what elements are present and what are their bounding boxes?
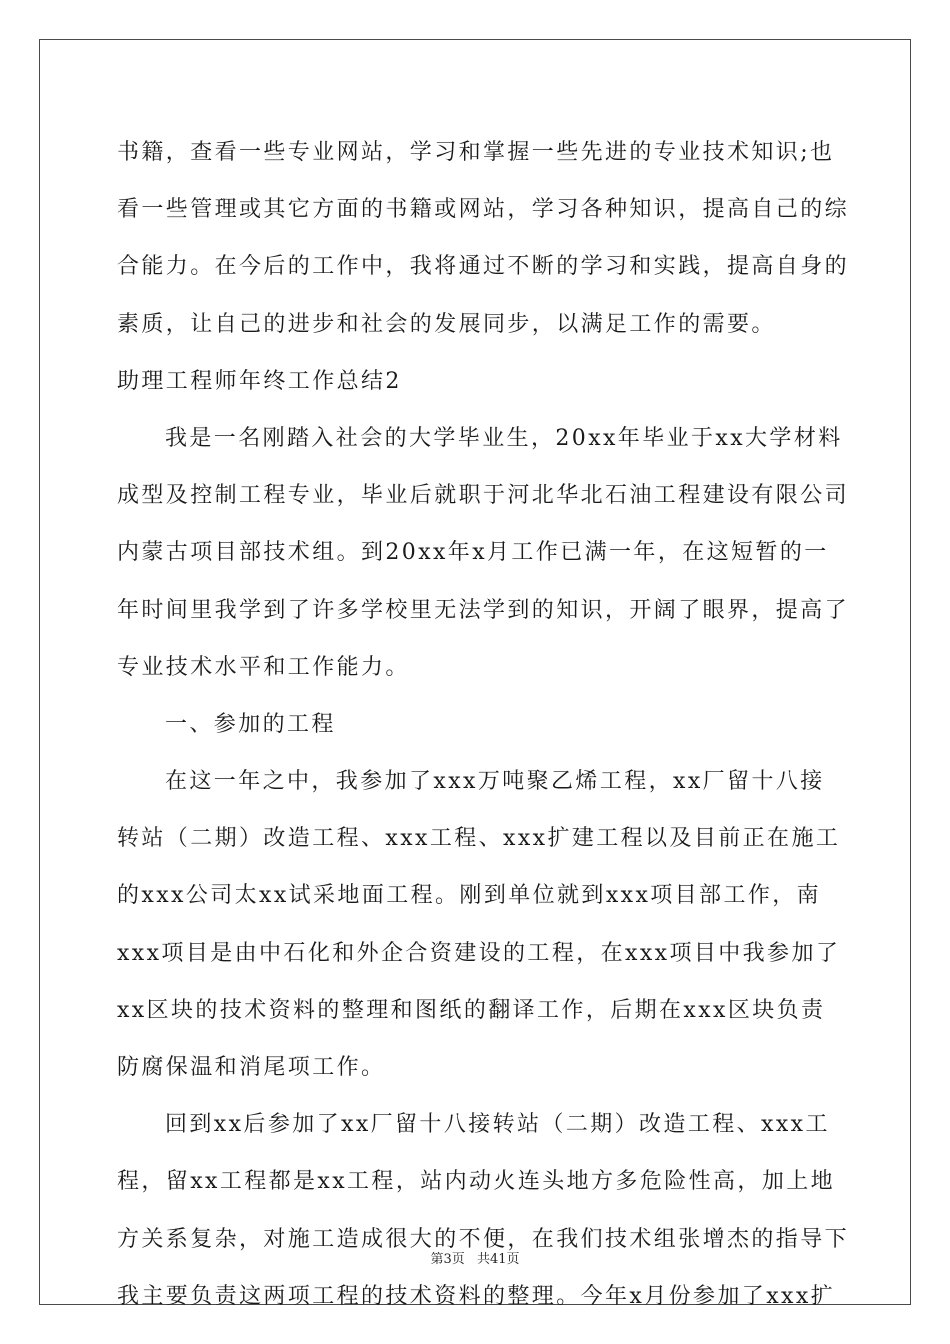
section-title: 助理工程师年终工作总结2 [117, 368, 402, 394]
text-line: 回到xx后参加了xx厂留十八接转站（二期）改造工程、xxx工 [165, 1112, 830, 1138]
text-line: 在这一年之中，我参加了xxx万吨聚乙烯工程，xx厂留十八接 [165, 769, 825, 795]
text-line: 内蒙古项目部技术组。到20xx年x月工作已满一年，在这短暂的一 [117, 540, 829, 566]
text-line: 防腐保温和消尾项工作。 [117, 1055, 386, 1080]
subsection-heading: 一、参加的工程 [165, 711, 336, 737]
text-line: 我是一名刚踏入社会的大学毕业生，20xx年毕业于xx大学材料 [165, 425, 843, 451]
text-line: 书籍，查看一些专业网站，学习和掌握一些先进的专业技术知识;也 [117, 140, 835, 165]
page-number: 第3页 [430, 1252, 465, 1267]
text-line: 专业技术水平和工作能力。 [117, 654, 410, 680]
text-line: xxx项目是由中石化和外企合资建设的工程，在xxx项目中我参加了 [117, 940, 841, 966]
text-line: 素质，让自己的进步和社会的发展同步，以满足工作的需要。 [117, 311, 776, 337]
text-line: 我主要负责这两项工程的技术资料的整理。今年x月份参加了xxx扩 [117, 1283, 836, 1309]
text-line: 转站（二期）改造工程、xxx工程、xxx扩建工程以及目前正在施工 [117, 826, 841, 852]
text-line: xx区块的技术资料的整理和图纸的翻译工作，后期在xxx区块负责 [117, 997, 826, 1023]
page-total: 共41页 [476, 1252, 520, 1267]
text-line: 看一些管理或其它方面的书籍或网站，学习各种知识，提高自己的综 [117, 197, 850, 223]
text-line: 方关系复杂，对施工造成很大的不便，在我们技术组张增杰的指导下 [117, 1226, 850, 1252]
document-body [117, 124, 850, 1325]
page-footer [0, 1248, 950, 1267]
text-line: 程，留xx工程都是xx工程，站内动火连头地方多危险性高，加上地 [117, 1169, 836, 1195]
text-line: 成型及控制工程专业，毕业后就职于河北华北石油工程建设有限公司 [117, 483, 850, 509]
text-line: 的xxx公司太xx试采地面工程。刚到单位就到xxx项目部工作，南 [117, 883, 822, 909]
text-line: 合能力。在今后的工作中，我将通过不断的学习和实践，提高自身的 [117, 254, 850, 280]
text-line: 年时间里我学到了许多学校里无法学到的知识，开阔了眼界，提高了 [117, 597, 850, 623]
